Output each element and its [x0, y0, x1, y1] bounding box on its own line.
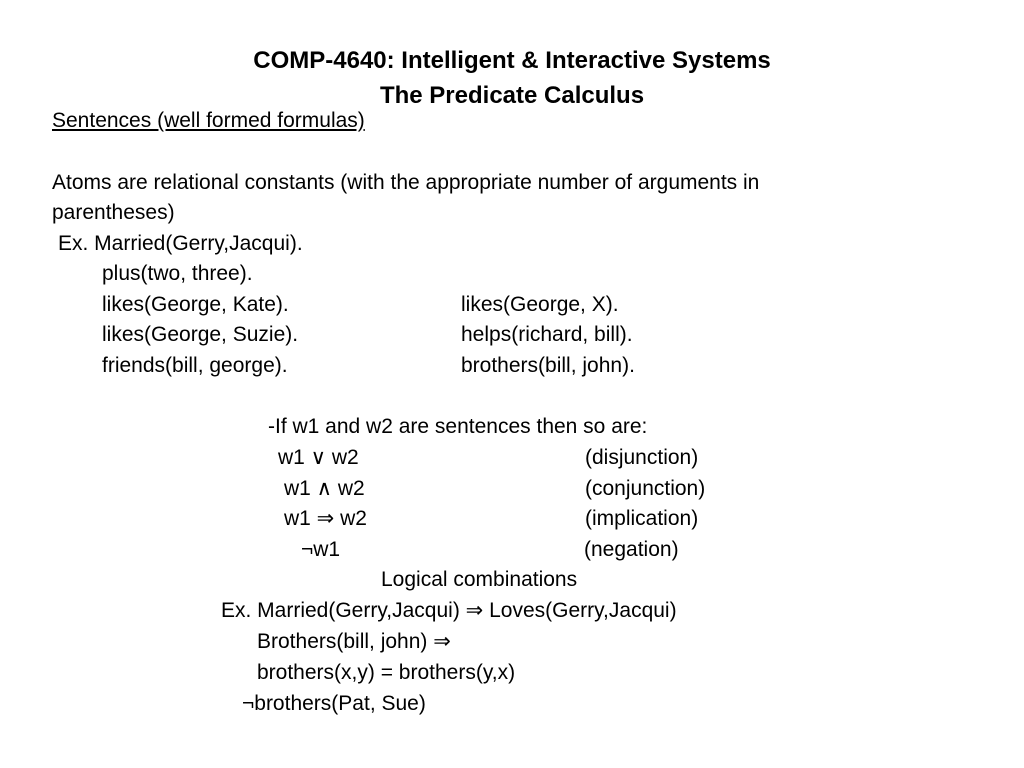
rule-conjunction-formula: w1 ∧ w2 [284, 477, 365, 500]
example-right-2: helps(richard, bill). [461, 323, 633, 346]
slide-title: COMP-4640: Intelligent & Interactive Systems [253, 47, 771, 74]
rule-conjunction-name: (conjunction) [585, 477, 706, 500]
example-plus: plus(two, three). [102, 262, 253, 285]
example-right-1: likes(George, X). [461, 293, 619, 316]
combination-line-3: brothers(x,y) = brothers(y,x) [257, 661, 516, 684]
rule-negation-name: (negation) [584, 538, 679, 561]
rule-implication-formula: w1 ⇒ w2 [284, 507, 367, 530]
rules-intro: -If w1 and w2 are sentences then so are: [268, 415, 648, 438]
combination-line-2: Brothers(bill, john) ⇒ [257, 630, 451, 653]
rule-disjunction-formula: w1 ∨ w2 [278, 446, 359, 469]
example-married: Ex. Married(Gerry,Jacqui). [58, 232, 303, 255]
example-left-1: likes(George, Kate). [102, 293, 289, 316]
atoms-definition-line1: Atoms are relational constants (with the appropriate number of arguments in [52, 171, 760, 194]
combination-line-1: Ex. Married(Gerry,Jacqui) ⇒ Loves(Gerry,Jacqui) [221, 599, 677, 622]
slide-subtitle: The Predicate Calculus [379, 82, 645, 109]
section-heading: Sentences (well formed formulas) [52, 109, 365, 132]
example-right-3: brothers(bill, john). [461, 354, 635, 377]
example-left-2: likes(George, Suzie). [102, 323, 299, 346]
combinations-heading: Logical combinations [381, 568, 578, 591]
combination-line-4: ¬brothers(Pat, Sue) [242, 692, 426, 715]
example-left-3: friends(bill, george). [102, 354, 288, 377]
rule-negation-formula: ¬w1 [301, 538, 341, 561]
atoms-definition-line2: parentheses) [52, 201, 175, 224]
rule-implication-name: (implication) [585, 507, 699, 530]
rule-disjunction-name: (disjunction) [585, 446, 699, 469]
